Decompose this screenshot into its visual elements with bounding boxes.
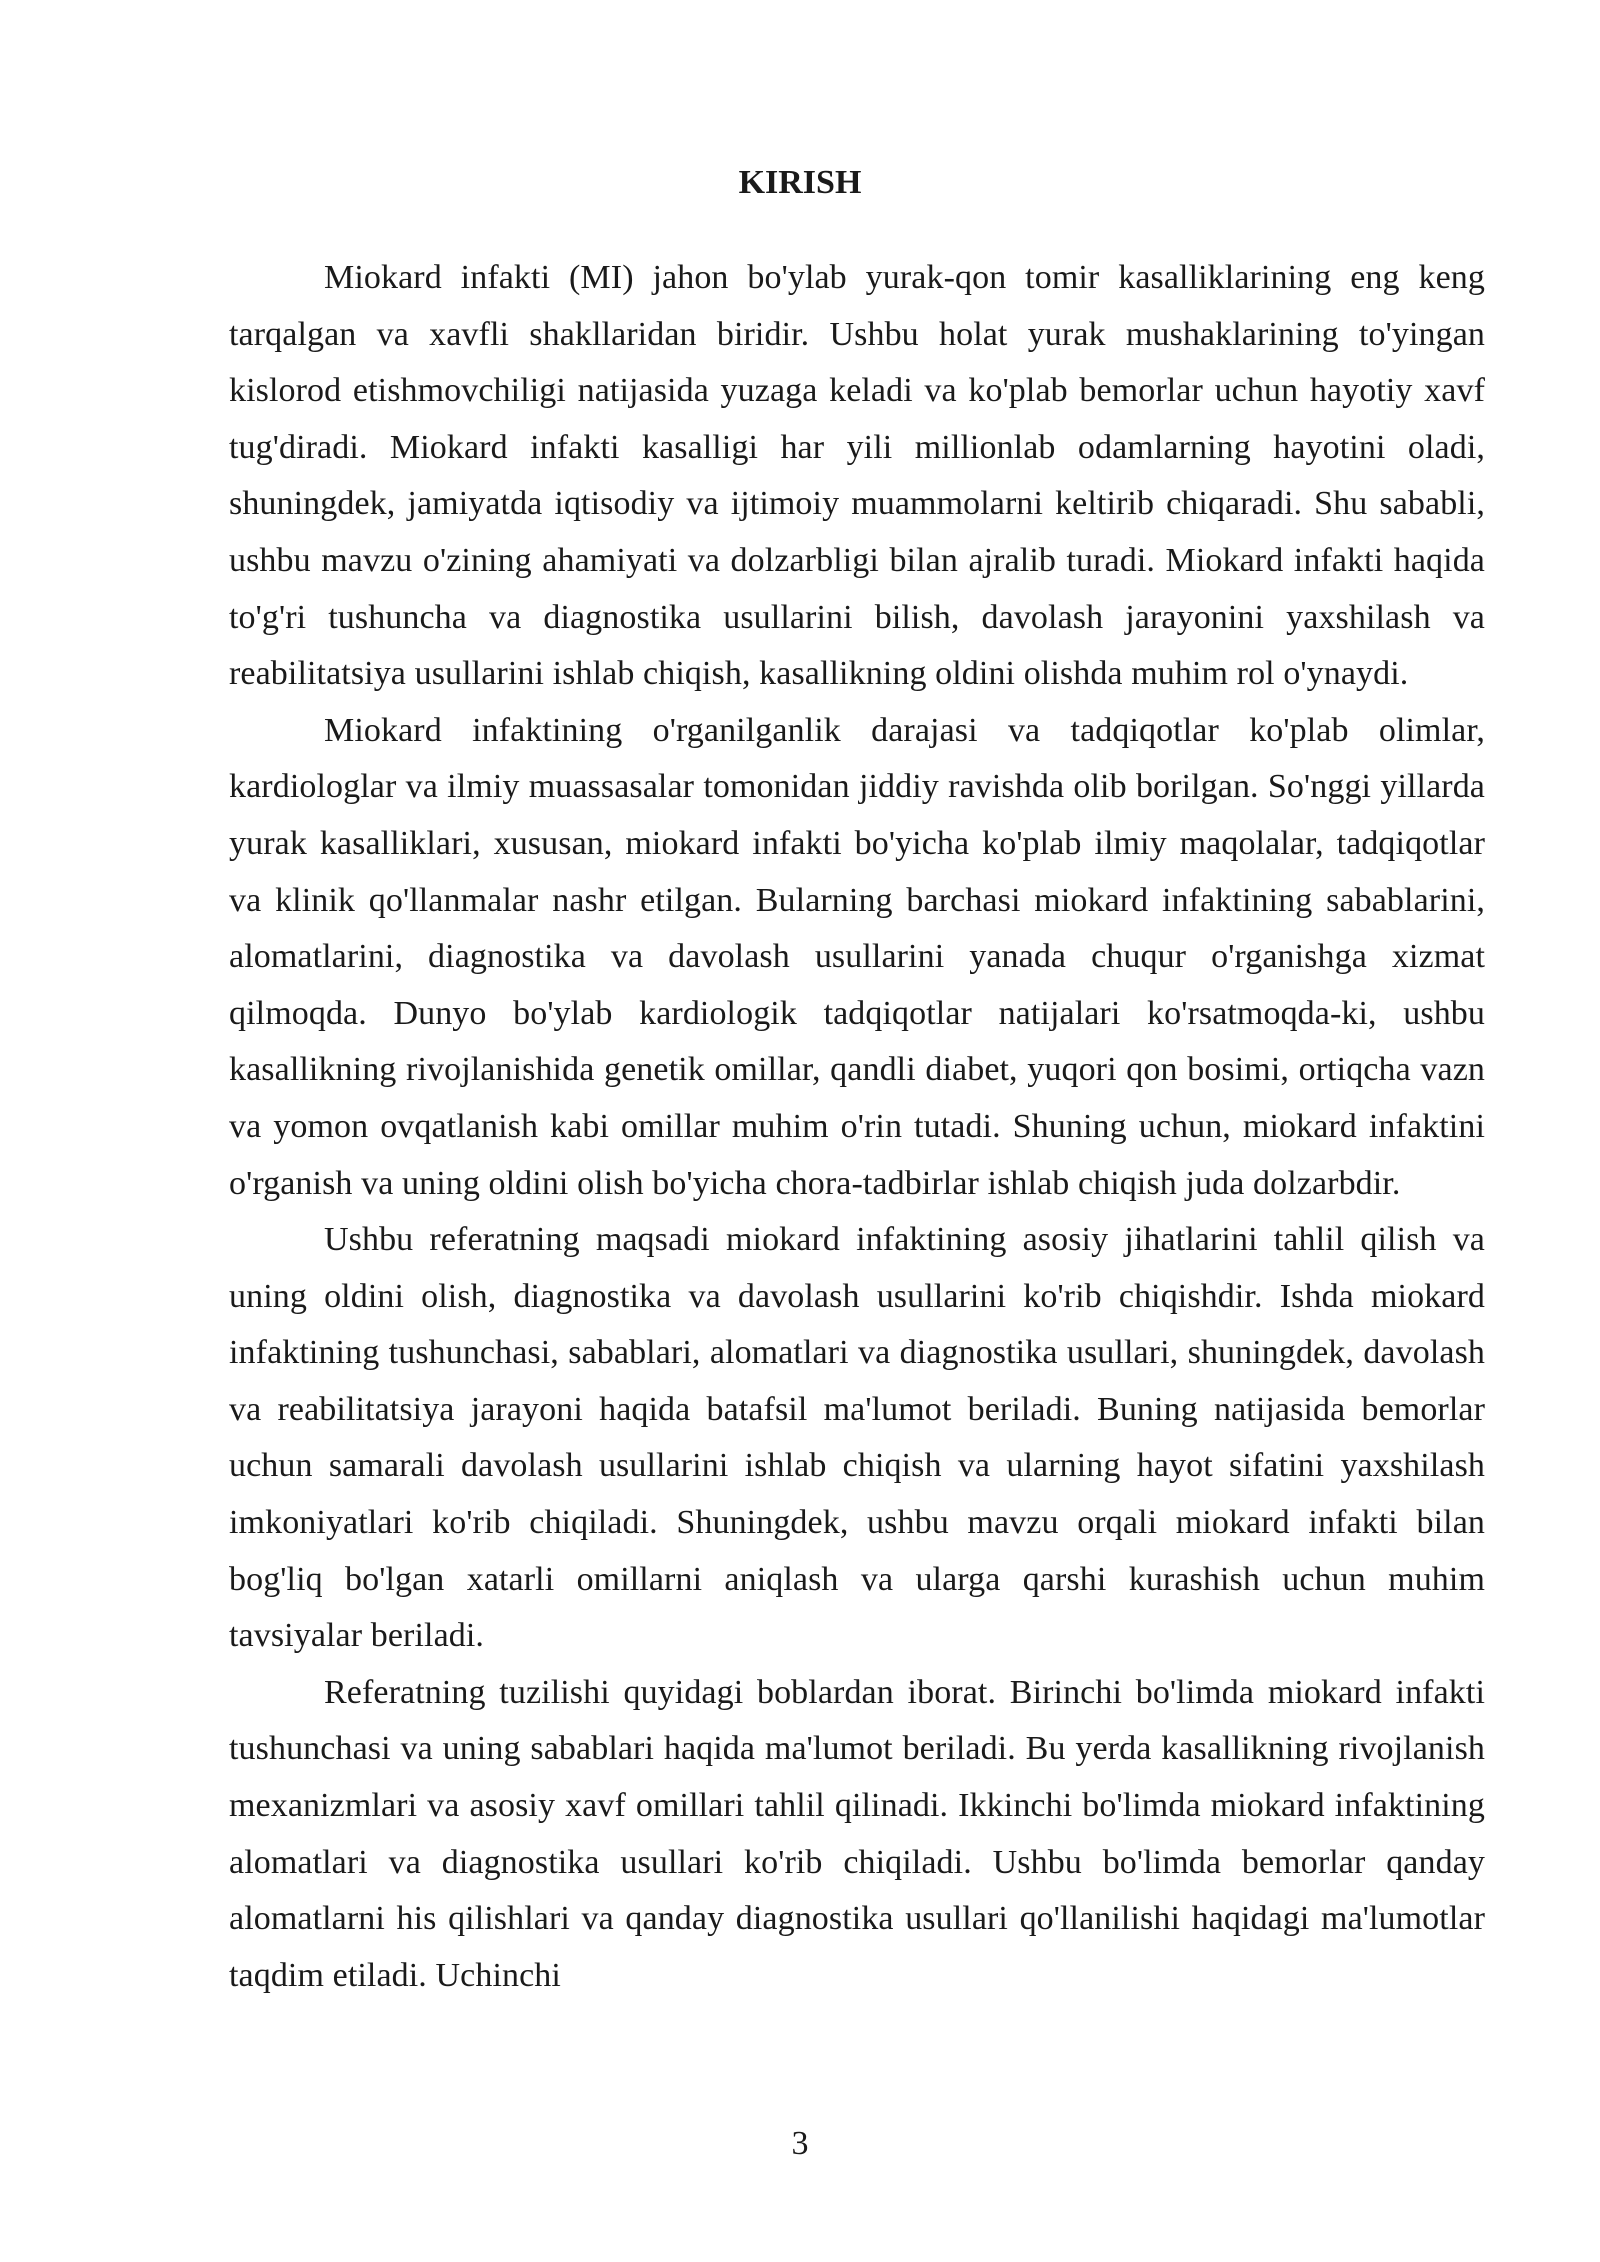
- paragraph-4: Referatning tuzilishi quyidagi boblardan iborat. Birinchi bo'limda miokard infakti tushunchasi va uning sabablari haqida ma'lumot beriladi. Bu yerda kasallikning rivojlanish mexanizmlari va asosiy xavf omillari tahlil qilinadi. Ikkinchi bo'limda miokard infaktining alomatlari va diagnostika usullari ko'rib chiqiladi. Ushbu bo'limda bemorlar qanday alomatlarni his qilishlari va qanday diagnostika usullari qo'llanilishi haqidagi ma'lumotlar taqdim etiladi. Uchinchi: [229, 1673, 1485, 1994]
- paragraph-2: Miokard infaktining o'rganilganlik darajasi va tadqiqotlar ko'plab olimlar, kardiologlar va ilmiy muassasalar tomonidan jiddiy ravishda olib borilgan. So'nggi yillarda yurak kasalliklari, xususan, miokard infakti bo'yicha ko'plab ilmiy maqolalar, tadqiqotlar va klinik qo'llanmalar nashr etilgan. Bularning barchasi miokard infaktining sabablarini, alomatlarini, diagnostika va davolash usullarini yanada chuqur o'rganishga xizmat qilmoqda. Dunyo bo'ylab kardiologik tadqiqotlar natijalari ko'rsatmoqda-ki, ushbu kasallikning rivojlanishida genetik omillar, qandli diabet, yuqori qon bosimi, ortiqcha vazn va yomon ovqatlanish kabi omillar muhim o'rin tutadi. Shuning uchun, miokard infaktini o'rganish va uning oldini olish bo'yicha chora-tadbirlar ishlab chiqish juda dolzarbdir.: [229, 711, 1485, 1202]
- body-text: [229, 250, 1485, 2004]
- paragraph-1: Miokard infakti (MI) jahon bo'ylab yurak-qon tomir kasalliklarining eng keng tarqalgan va xavfli shakllaridan biridir. Ushbu holat yurak mushaklarining to'yingan kislorod etishmovchiligi natijasida yuzaga keladi va ko'plab bemorlar uchun hayotiy xavf tug'diradi. Miokard infakti kasalligi har yili millionlab odamlarning hayotini oladi, shuningdek, jamiyatda iqtisodiy va ijtimoiy muammolarni keltirib chiqaradi. Shu sababli, ushbu mavzu o'zining ahamiyati va dolzarbligi bilan ajralib turadi. Miokard infakti haqida to'g'ri tushuncha va diagnostika usullarini bilish, davolash jarayonini yaxshilash va reabilitatsiya usullarini ishlab chiqish, kasallikning oldini olishda muhim rol o'ynaydi.: [229, 259, 1485, 693]
- paragraph-3: Ushbu referatning maqsadi miokard infaktining asosiy jihatlarini tahlil qilish va uning oldini olish, diagnostika va davolash usullarini ko'rib chiqishdir. Ishda miokard infaktining tushunchasi, sabablari, alomatlari va diagnostika usullari, shuningdek, davolash va reabilitatsiya jarayoni haqida batafsil ma'lumot beriladi. Buning natijasida bemorlar uchun samarali davolash usullarini ishlab chiqish va ularning hayot sifatini yaxshilash imkoniyatlari ko'rib chiqiladi. Shuningdek, ushbu mavzu orqali miokard infakti bilan bog'liq bo'lgan xatarli omillarni aniqlash va ularga qarshi kurashish uchun muhim tavsiyalar beriladi.: [229, 1221, 1485, 1655]
- page-title: KIRISH: [738, 164, 862, 201]
- page-number: 3: [791, 2125, 809, 2162]
